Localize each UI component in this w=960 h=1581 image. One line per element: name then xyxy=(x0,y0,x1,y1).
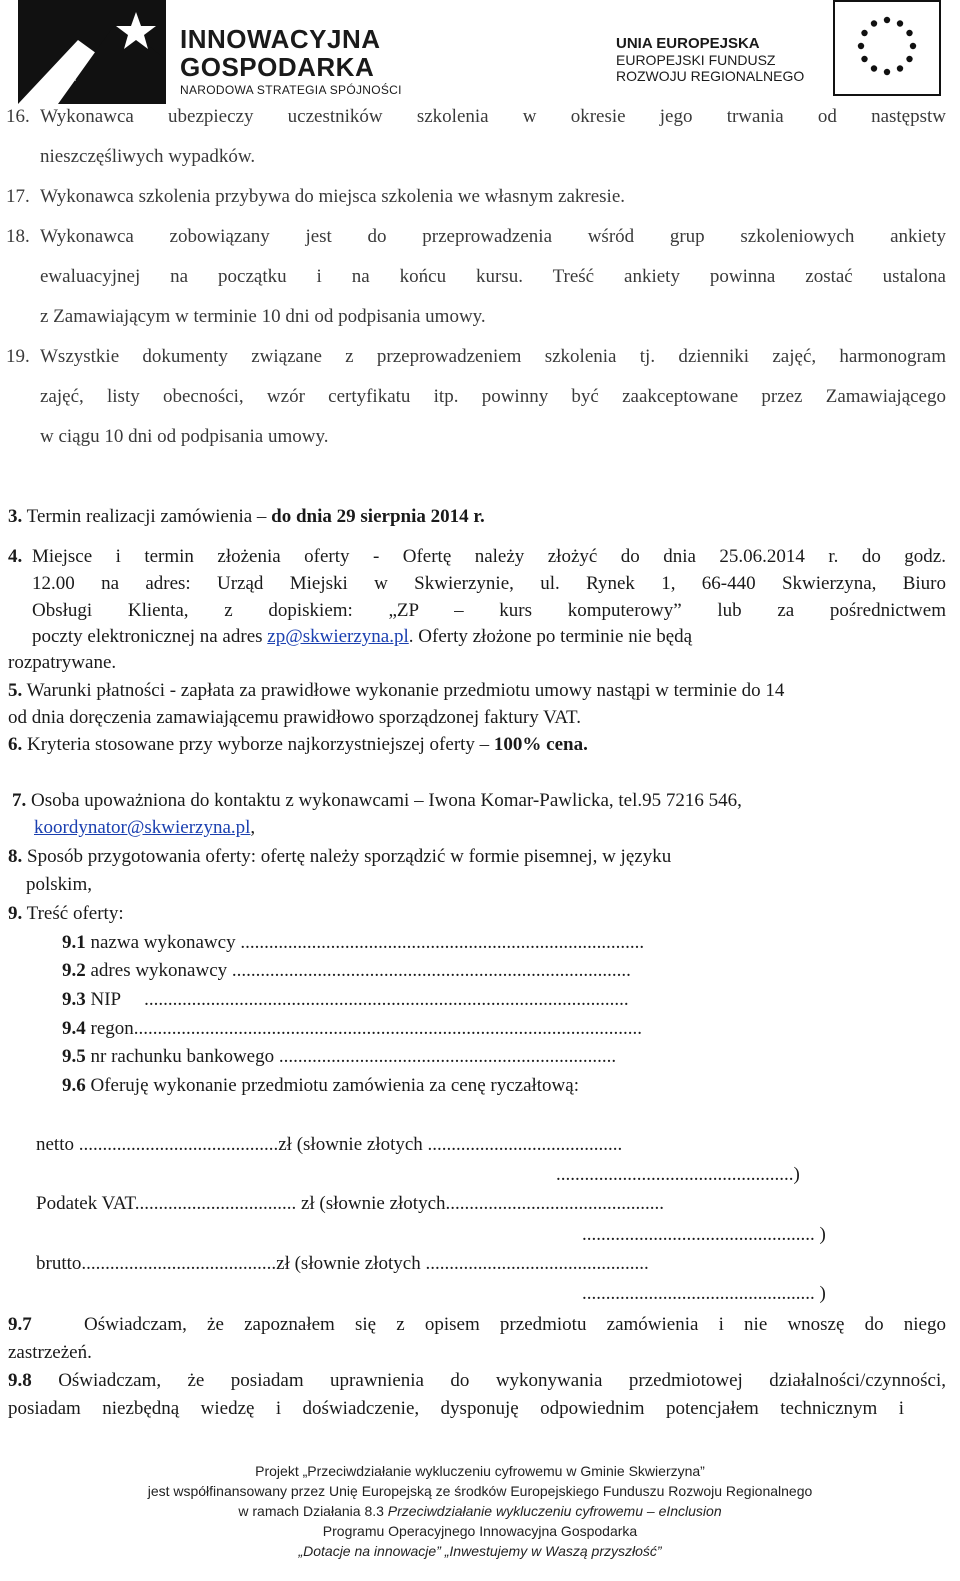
item-16-line-2: nieszczęśliwych wypadków. xyxy=(40,146,256,167)
section-4-line-2: 12.00 na adres: Urząd Miejski w Skwierzynie, ul. Rynek 1, 66-440 Skwierzyna, Biuro xyxy=(32,573,946,594)
section-8-line-1: Sposób przygotowania oferty: ofertę należy sporządzić w formie pisemnej, w języku xyxy=(27,846,672,867)
price-netto[interactable]: netto ..........................................zł (słownie złotych ......................................... xyxy=(36,1134,623,1155)
section-7-line-1: Osoba upoważniona do kontaktu z wykonawcami – Iwona Komar-Pawlicka, tel.95 7216 546, xyxy=(31,790,742,811)
item-18-line-1: Wykonawca zobowiązany jest do przeprowadzenia wśród grup szkoleniowych ankiety xyxy=(40,226,946,247)
eu-flag-icon xyxy=(833,0,941,96)
item-19-line-3: w ciągu 10 dni od podpisania umowy. xyxy=(40,426,329,447)
section-9-text: Treść oferty: xyxy=(26,903,124,924)
logo-emblem-icon xyxy=(18,0,166,104)
field-9-1[interactable] xyxy=(62,932,644,954)
section-9 xyxy=(8,903,124,925)
eu-line-3: ROZWOJU REGIONALNEGO xyxy=(616,68,805,84)
item-19-number: 19. xyxy=(6,346,30,367)
section-4-email-link[interactable]: zp@skwierzyna.pl xyxy=(267,626,409,647)
footer-line-3 xyxy=(0,1503,960,1519)
field-9-4-number: 9.4 xyxy=(62,1018,86,1039)
item-16-line-1: Wykonawca ubezpieczy uczestników szkolenia w okresie jego trwania od następstw xyxy=(40,106,946,127)
section-4-line-5: rozpatrywane. xyxy=(8,652,117,673)
section-4-line-4b: . Oferty złożone po terminie nie będą xyxy=(408,626,693,647)
section-3 xyxy=(8,506,485,528)
logo-line-1: INNOWACYJNA xyxy=(180,24,381,54)
price-brutto-continuation[interactable]: ................................................. ) xyxy=(582,1283,826,1304)
field-9-1-label: nazwa wykonawcy ..................................................................................... xyxy=(90,932,645,953)
field-9-4-label: regon........................................................................................................... xyxy=(90,1018,643,1039)
section-6-text: Kryteria stosowane przy wyborze najkorzystniejszej oferty – xyxy=(27,734,494,755)
section-3-text: Termin realizacji zamówienia – xyxy=(26,506,272,527)
field-9-4[interactable] xyxy=(62,1018,642,1040)
section-3-number: 3. xyxy=(8,506,23,527)
price-netto-continuation[interactable]: ..................................................) xyxy=(556,1164,800,1185)
item-18-line-3: z Zamawiającym w terminie 10 dni od podpisania umowy. xyxy=(40,306,486,327)
field-9-5[interactable] xyxy=(62,1046,616,1068)
field-9-2[interactable] xyxy=(62,960,631,982)
item-16-number: 16. xyxy=(6,106,30,127)
footer-line-4: Programu Operacyjnego Innowacyjna Gospodarka xyxy=(322,1523,638,1539)
field-9-6-label: Oferuję wykonanie przedmiotu zamówienia za cenę ryczałtową: xyxy=(90,1075,579,1096)
section-9-8-text: Oświadczam, że posiadam uprawnienia do wykonywania przedmiotowej działalności/czynności, xyxy=(58,1370,946,1391)
field-9-2-label: adres wykonawcy .................................................................................... xyxy=(90,960,631,981)
section-5-line-2: od dnia doręczenia zamawiającemu prawidłowo sporządzonej faktury VAT. xyxy=(8,707,581,728)
footer-line-2: jest współfinansowany przez Unię Europejską ze środków Europejskiego Funduszu Rozwoju Regionalnego xyxy=(147,1483,813,1499)
item-19-line-1: Wszystkie dokumenty związane z przeprowadzeniem szkolenia tj. dzienniki zajęć, harmonogram xyxy=(40,346,946,367)
section-8-number: 8. xyxy=(8,846,23,867)
item-19-line-2: zajęć, listy obecności, wzór certyfikatu itp. powinny być zaakceptowane przez Zamawiającego xyxy=(40,386,946,407)
section-4-line-4 xyxy=(32,626,946,648)
section-7 xyxy=(12,790,742,812)
field-9-3-number: 9.3 xyxy=(62,989,86,1010)
section-9-7-line-2: zastrzeżeń. xyxy=(8,1342,92,1363)
price-vat[interactable]: Podatek VAT.................................. zł (słownie złotych.............................................. xyxy=(36,1193,665,1214)
section-9-7-line-1: Oświadczam, że zapoznałem się z opisem przedmiotu zamówienia i nie wnoszę do niego xyxy=(84,1314,946,1335)
field-9-3[interactable] xyxy=(62,989,629,1011)
field-9-1-number: 9.1 xyxy=(62,932,86,953)
section-3-deadline: do dnia 29 sierpnia 2014 r. xyxy=(271,506,485,527)
item-17-line-1: Wykonawca szkolenia przybywa do miejsca szkolenia we własnym zakresie. xyxy=(40,186,626,207)
field-9-5-number: 9.5 xyxy=(62,1046,86,1067)
field-9-5-label: nr rachunku bankowego ....................................................................... xyxy=(90,1046,617,1067)
logo-line-3: NARODOWA STRATEGIA SPÓJNOŚCI xyxy=(180,83,402,97)
field-9-3-label: NIP ...................................................................................................... xyxy=(90,989,629,1010)
footer-line-1: Projekt „Przeciwdziałanie wykluczeniu cyfrowemu w Gminie Skwierzyna” xyxy=(255,1463,705,1479)
field-9-2-number: 9.2 xyxy=(62,960,86,981)
section-9-8-line-2: posiadam niezbędną wiedzę i doświadczenie, dysponuję odpowiednim potencjałem technicznym i xyxy=(8,1398,904,1419)
item-18-number: 18. xyxy=(6,226,30,247)
field-9-6 xyxy=(62,1075,579,1097)
section-9-8-line-1 xyxy=(8,1370,946,1392)
section-9-7-number: 9.7 xyxy=(8,1314,32,1335)
footer-line-3b: Przeciwdziałanie wykluczeniu cyfrowemu – eInclusion xyxy=(387,1503,722,1519)
footer-line-5: „Dotacje na innowacje” „Inwestujemy w Waszą przyszłość” xyxy=(298,1543,662,1559)
section-7-number: 7. xyxy=(12,790,27,811)
section-7-comma: , xyxy=(250,817,256,838)
section-5-line-1: Warunki płatności - zapłata za prawidłowe wykonanie przedmiotu umowy nastąpi w terminie do 14 xyxy=(26,680,785,701)
section-9-8-number: 9.8 xyxy=(8,1370,32,1391)
innowacyjna-gospodarka-logo xyxy=(18,0,402,104)
section-7-email-link[interactable]: koordynator@skwierzyna.pl xyxy=(34,817,251,838)
eu-line-2: EUROPEJSKI FUNDUSZ xyxy=(616,52,776,68)
logo-line-2: GOSPODARKA xyxy=(180,52,375,82)
section-6 xyxy=(8,734,588,756)
section-4-line-3: Obsługi Klienta, z dopiskiem: „ZP – kurs komputerowy” lub za pośrednictwem xyxy=(32,600,946,621)
section-6-number: 6. xyxy=(8,734,23,755)
section-4-line-1: Miejsce i termin złożenia oferty - Ofertę należy złożyć do dnia 25.06.2014 r. do godz. xyxy=(32,546,946,567)
section-4-number: 4. xyxy=(8,546,23,567)
item-17-number: 17. xyxy=(6,186,30,207)
item-18-line-2: ewaluacyjnej na początku i na końcu kursu. Treść ankiety powinna zostać ustalona xyxy=(40,266,946,287)
price-vat-continuation[interactable]: ................................................. ) xyxy=(582,1224,826,1245)
section-7-line-2 xyxy=(34,817,255,839)
section-4-line-4a: poczty elektronicznej na adres xyxy=(32,626,268,647)
section-6-criterion: 100% cena. xyxy=(493,734,588,755)
eu-line-1: UNIA EUROPEJSKA xyxy=(616,35,760,52)
section-9-number: 9. xyxy=(8,903,23,924)
section-5 xyxy=(8,680,784,702)
price-brutto[interactable]: brutto.........................................zł (słownie złotych ............................................... xyxy=(36,1253,649,1274)
field-9-6-number: 9.6 xyxy=(62,1075,86,1096)
eu-logo-text xyxy=(616,36,821,84)
section-5-number: 5. xyxy=(8,680,23,701)
section-8-line-2: polskim, xyxy=(26,874,92,895)
section-8 xyxy=(8,846,671,868)
footer-line-3a: w ramach Działania 8.3 xyxy=(238,1503,388,1519)
